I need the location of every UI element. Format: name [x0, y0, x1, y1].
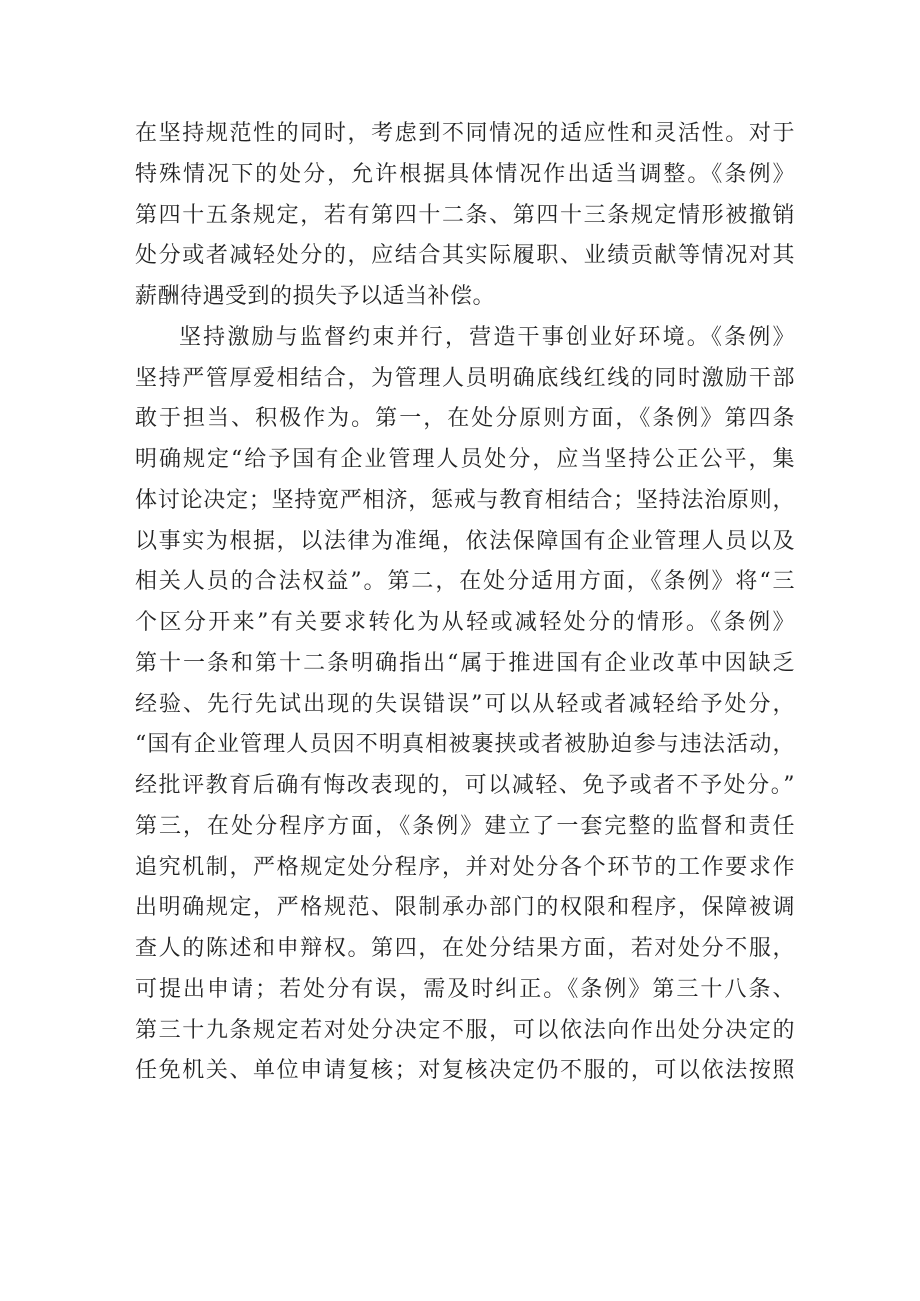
- text-line: 查人的陈述和申辩权。第四，在处分结果方面，若对处分不服，: [135, 936, 795, 961]
- text-line: 个区分开来”有关要求转化为从轻或减轻处分的情形。《条例》: [135, 610, 795, 635]
- document-body: [135, 114, 795, 1092]
- text-line: 第三十九条规定若对处分决定不服，可以依法向作出处分决定的: [135, 1017, 795, 1043]
- text-line: 敢于担当、积极作为。第一，在处分原则方面，《条例》第四条: [135, 406, 795, 432]
- text-line: 坚持严管厚爱相结合，为管理人员明确底线红线的同时激励干部: [135, 365, 795, 391]
- text-line: 出明确规定，严格规范、限制承办部门的权限和程序，保障被调: [135, 895, 795, 921]
- text-line: 薪酬待遇受到的损失予以适当补偿。: [135, 284, 496, 309]
- text-line: 在坚持规范性的同时，考虑到不同情况的适应性和灵活性。对于: [135, 121, 795, 146]
- text-line: 第三，在处分程序方面，《条例》建立了一套完整的监督和责任: [135, 813, 795, 839]
- text-line: 特殊情况下的处分，允许根据具体情况作出适当调整。《条例》: [135, 161, 795, 187]
- text-line: 追究机制，严格规定处分程序，并对处分各个环节的工作要求作: [135, 854, 795, 880]
- text-line: 明确规定“给予国有企业管理人员处分，应当坚持公正公平，集: [135, 447, 795, 472]
- text-line: 第十一条和第十二条明确指出“属于推进国有企业改革中因缺乏: [135, 650, 795, 676]
- text-line: 任免机关、单位申请复核；对复核决定仍不服的，可以依法按照: [135, 1058, 795, 1084]
- text-line: 经验、先行先试出现的失误错误”可以从轻或者减轻给予处分，: [135, 691, 795, 717]
- text-line: “国有企业管理人员因不明真相被裹挟或者被胁迫参与违法活动，: [135, 732, 795, 758]
- text-line: 以事实为根据，以法律为准绳，依法保障国有企业管理人员以及: [135, 528, 795, 554]
- text-line: 处分或者减轻处分的，应结合其实际履职、业绩贡献等情况对其: [135, 243, 795, 269]
- text-line: 可提出申请；若处分有误，需及时纠正。《条例》第三十八条、: [135, 976, 795, 1002]
- text-line: 经批评教育后确有悔改表现的，可以减轻、免予或者不予处分。”: [135, 773, 795, 798]
- text-line: 相关人员的合法权益”。第二，在处分适用方面，《条例》将“三: [135, 569, 795, 595]
- text-line: 第四十五条规定，若有第四十二条、第四十三条规定情形被撤销: [135, 202, 795, 228]
- paragraph-first-line: 坚持激励与监督约束并行，营造干事创业好环境。《条例》: [179, 324, 795, 350]
- text-line: 体讨论决定；坚持宽严相济，惩戒与教育相结合；坚持法治原则，: [135, 487, 795, 513]
